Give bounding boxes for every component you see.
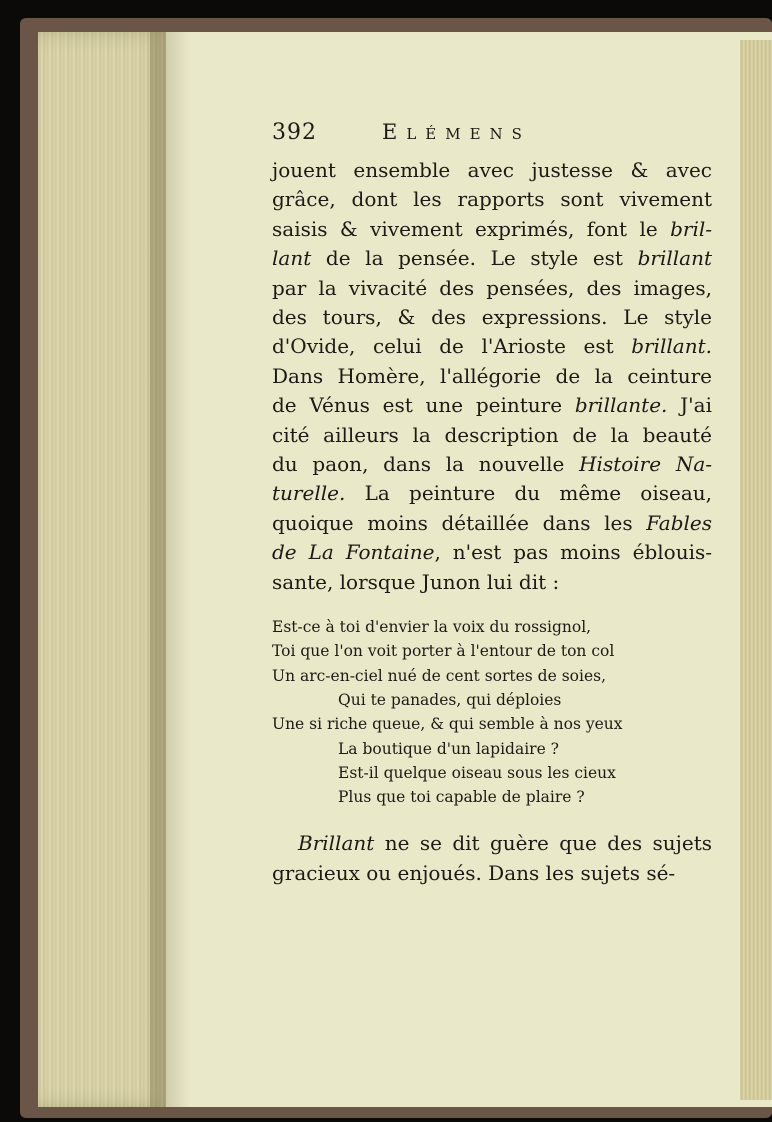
text-segment: des tours, & des expressions. Le style bbox=[272, 305, 712, 330]
text-segment: quoique moins détaillée dans les bbox=[272, 510, 647, 535]
text-line bbox=[272, 391, 712, 420]
text-segment: gracieux ou enjoués. Dans les sujets sé- bbox=[272, 860, 676, 885]
italic-text: Fables bbox=[646, 510, 712, 535]
text-line bbox=[272, 568, 712, 597]
text-segment: d'Ovide, celui de l'Arioste est bbox=[272, 334, 632, 359]
verse-line: La boutique d'un lapidaire ? bbox=[338, 739, 559, 758]
page-header bbox=[272, 120, 712, 156]
verse-line: Plus que toi capable de plaire ? bbox=[338, 788, 585, 807]
page-edges bbox=[38, 32, 166, 1107]
italic-text: lant bbox=[272, 246, 312, 271]
text-line bbox=[272, 185, 712, 214]
text-line bbox=[272, 859, 712, 889]
text-segment: , n'est pas moins éblouis- bbox=[434, 540, 712, 565]
text-segment: Dans Homère, l'allégorie de la ceinture bbox=[272, 363, 712, 388]
verse-quotation bbox=[272, 615, 712, 809]
right-page-edge bbox=[740, 40, 772, 1100]
text-line bbox=[272, 421, 712, 450]
text-line bbox=[272, 332, 712, 361]
paragraph-1 bbox=[272, 156, 712, 597]
page-number: 392 bbox=[272, 120, 317, 145]
page-text bbox=[272, 120, 712, 900]
italic-text: brillante. bbox=[574, 393, 668, 418]
text-line bbox=[272, 538, 712, 567]
text-segment: de la pensée. Le style est bbox=[311, 246, 638, 271]
text-segment: La peinture du même oiseau, bbox=[345, 481, 712, 506]
text-segment: sante, lorsque Junon lui dit : bbox=[272, 569, 560, 594]
italic-text: Brillant bbox=[298, 831, 375, 856]
gutter-shadow bbox=[150, 32, 190, 1107]
italic-text: brillant. bbox=[631, 334, 712, 359]
paragraph-2 bbox=[272, 829, 712, 888]
text-segment: saisis & vivement exprimés, font le bbox=[272, 216, 671, 241]
text-segment: par la vivacité des pensées, des images, bbox=[272, 275, 712, 300]
text-line bbox=[272, 450, 712, 479]
text-segment: J'ai bbox=[667, 393, 712, 418]
text-segment: cité ailleurs la description de la beauté bbox=[272, 422, 712, 447]
text-line bbox=[272, 829, 712, 859]
italic-text: bril- bbox=[670, 216, 712, 241]
text-line bbox=[272, 479, 712, 508]
text-segment: du paon, dans la nouvelle bbox=[272, 452, 580, 477]
verse-line: Un arc-en-ciel nué de cent sortes de soies, bbox=[272, 666, 607, 685]
text-segment: de Vénus est une peinture bbox=[272, 393, 575, 418]
text-segment: jouent ensemble avec justesse & avec bbox=[272, 158, 712, 182]
italic-text: Histoire Na- bbox=[579, 452, 712, 477]
text-line bbox=[272, 156, 712, 185]
verse-line: Est-ce à toi d'envier la voix du rossignol, bbox=[272, 618, 592, 637]
text-segment: ne se dit guère que des sujets bbox=[374, 831, 712, 856]
running-head: Elémens bbox=[382, 120, 531, 144]
text-segment: grâce, dont les rapports sont vivement bbox=[272, 187, 712, 212]
verse-line: Est-il quelque oiseau sous les cieux bbox=[338, 763, 616, 782]
text-line bbox=[272, 362, 712, 391]
verse-line: Qui te panades, qui déploies bbox=[338, 690, 562, 709]
italic-text: brillant bbox=[637, 246, 712, 271]
text-line bbox=[272, 215, 712, 244]
text-line bbox=[272, 274, 712, 303]
verse-line: Toi que l'on voit porter à l'entour de ton col bbox=[272, 642, 615, 661]
italic-text: turelle. bbox=[272, 481, 346, 506]
text-line bbox=[272, 303, 712, 332]
text-line bbox=[272, 509, 712, 538]
verse-line: Une si riche queue, & qui semble à nos yeux bbox=[272, 715, 623, 734]
text-line bbox=[272, 244, 712, 273]
italic-text: de La Fontaine bbox=[272, 540, 435, 565]
